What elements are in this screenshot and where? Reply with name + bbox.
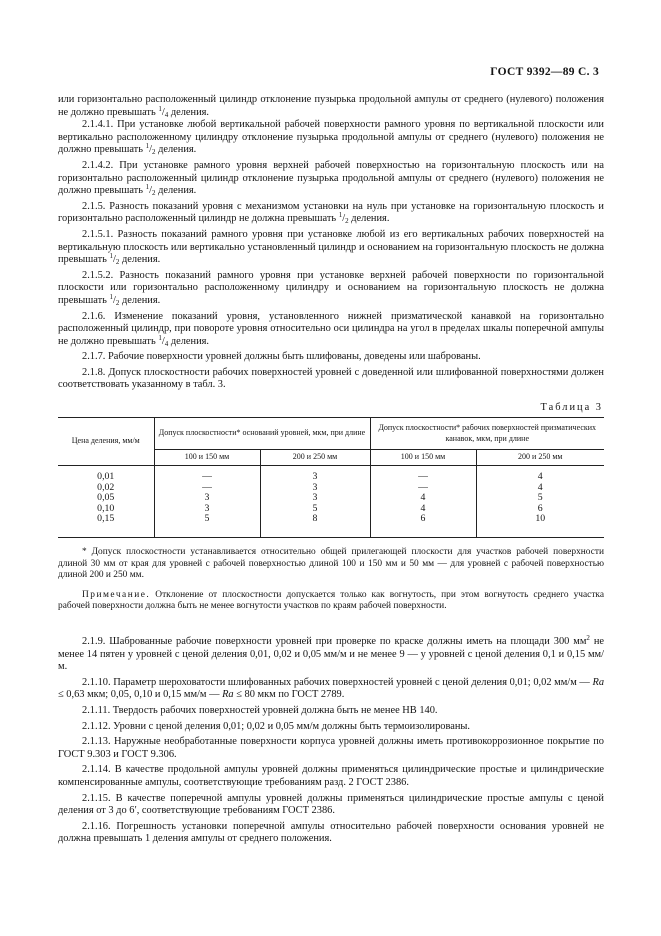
table-cell: 0,10	[58, 504, 154, 515]
paragraph-2-1-5-1: 2.1.5.1. Разность показаний рамного уровня при установке любой из его вертикальных рабочих поверхностей на вертикальную плоскость или вертикально установленный цилиндр и основанием на горизонтальную плоскость не должна превышать $^1/_2$ деления.	[58, 228, 604, 267]
fraction-quarter: $^1/_4$	[158, 104, 169, 119]
footnote-block	[58, 547, 604, 613]
paragraph-2-1-11: 2.1.11. Твердость рабочих поверхностей уровней должна быть не менее НВ 140.	[82, 704, 438, 716]
running-header: ГОСТ 9392—89 С. 3	[490, 66, 599, 78]
column-group-bases: Допуск плоскостности* оснований уровней, мкм, при длине	[154, 418, 370, 450]
table-cell: —	[154, 466, 260, 483]
fraction-half: $^1/_2$	[145, 183, 156, 198]
paragraph-2-1-4-1: 2.1.4.1. При установке любой вертикальной рабочей поверхности рамного уровня по вертикальной плоскости или вертикально расположенному цилиндру отклонение пузырька продольной ампулы от среднего (нулевого) положения не должно превышать $^1/_2$ деления.	[58, 119, 604, 157]
table-cell: 3	[260, 483, 370, 494]
table-cell: 3	[260, 466, 370, 483]
fraction-quarter: $^1/_4$	[158, 333, 169, 348]
fraction-half: $^1/_2$	[109, 252, 120, 267]
paragraph-2-1-9: 2.1.9. Шаброванные рабочие поверхности уровней при проверке по краске должны иметь на площади 300 $мм^2$ не менее 14 пятен у уровней с ценой деления 0,01, 0,02 и 0,05 мм/м и не менее 9 — у уровней с ценой деления 0,1 и 0,15 мм/м.	[58, 634, 604, 673]
table-cell: 0,02	[58, 483, 154, 494]
table-note: Примечание. Отклонение от плоскостности допускается только как вогнутость, при этом вогнутость среднего участка рабочей поверхности должна быть не менее вогнутости участков по краям рабочей поверхности.	[58, 589, 604, 612]
fraction-half: $^1/_2$	[109, 292, 120, 307]
column-header-length: 100 и 150 мм	[370, 450, 476, 466]
bottom-text-block	[58, 636, 604, 846]
table-cell: 4	[537, 481, 543, 493]
paragraph-2-1-4-2: 2.1.4.2. При установке рамного уровня верхней рабочей поверхностью на горизонтальную плоскость или на горизонтально расположенный цилиндр отклонение пузырька продольной ампулы от среднего (нулевого) положения не должно превышать $^1/_2$ деления.	[58, 159, 604, 198]
table-cell: 5	[537, 492, 543, 503]
table-title: Таблица 3	[540, 402, 603, 413]
paragraph-2-1-5: 2.1.5. Разность показаний уровня с механизмом установки на нуль при установке на горизонтальную плоскость и горизонтально расположенный цилиндр не должна превышать $^1/_2$ деления.	[58, 200, 604, 226]
table-cell: 0,01	[58, 466, 154, 483]
fraction-half: $^1/_2$	[145, 142, 156, 157]
top-text-block	[58, 94, 604, 392]
paragraph-2-1-8: 2.1.8. Допуск плоскостности рабочих поверхностей уровней с доведенной или шлифованной поверхностями должен соответствовать указанному в табл. 3.	[58, 366, 604, 391]
table-cell: 3	[154, 493, 260, 504]
table-cell: 8	[260, 514, 370, 537]
column-header-length: 100 и 150 мм	[154, 450, 260, 466]
table-row	[58, 466, 604, 483]
column-header-length: 200 и 250 мм	[476, 450, 604, 466]
table-row	[58, 483, 604, 494]
table-cell: 6	[537, 502, 543, 514]
table-cell: 5	[260, 504, 370, 515]
column-header-length: 200 и 250 мм	[260, 450, 370, 466]
paragraph-2-1-13: 2.1.13. Наружные необработанные поверхности корпуса уровней должны иметь противокоррозионное покрытие по ГОСТ 9.303 и ГОСТ 9.306.	[58, 736, 604, 760]
fraction-half: $^1/_2$	[338, 211, 349, 226]
paragraph-2-1-12: 2.1.12. Уровни с ценой деления 0,01; 0,02 и 0,05 мм/м должны быть термоизолированы.	[82, 720, 470, 732]
paragraph-2-1-5-2: 2.1.5.2. Разность показаний рамного уровня при установке верхней рабочей поверхности по горизонтальной плоскости или горизонтально расположенному цилиндру и основанием на горизонтальную плоскость не должна превышать $^1/_2$ деления.	[58, 269, 604, 307]
paragraph: или горизонтально расположенный цилиндр отклонение пузырька продольной ампулы от среднего (нулевого) положения не должно превышать $^1/_4$ деления.	[58, 94, 604, 119]
table-cell: —	[154, 483, 260, 494]
table-cell: 3	[260, 493, 370, 504]
table-cell: 0,05	[58, 493, 154, 504]
table-cell: 6	[370, 514, 476, 537]
table-footnote: * Допуск плоскостности устанавливается относительно общей прилегающей плоскости для участков рабочей поверхности длиной 30 мм от края для уровней с рабочей поверхностью длиной 100 и 150 мм и 50 мм — для уровней с рабочей поверхностью длиной 200 и 250 мм.	[58, 547, 604, 581]
table-row	[58, 493, 604, 504]
table-cell: —	[370, 466, 476, 483]
note-label: Примечание.	[82, 589, 151, 600]
paragraph-2-1-16: 2.1.16. Погрешность установки поперечной ампулы относительно рабочей поверхности основания уровней не должна превышать 1 деления ампулы от среднего положения.	[58, 820, 604, 845]
table-row	[58, 514, 604, 537]
table-cell: 4	[370, 504, 476, 515]
table-cell: 3	[154, 504, 260, 515]
paragraph-2-1-6: 2.1.6. Изменение показаний уровня, установленного нижней призматической канавкой на горизонтально расположенный цилиндр, при повороте уровня относительно оси цилиндра на угол в пределах шкалы поперечной ампулы не должно превышать $^1/_4$ деления.	[58, 310, 604, 348]
paragraph-2-1-7: 2.1.7. Рабочие поверхности уровней должны быть шлифованы, доведены или шаброваны.	[82, 351, 481, 363]
table-cell: 5	[154, 514, 260, 537]
paragraph-2-1-15: 2.1.15. В качестве поперечной ампулы уровней должны применяться цилиндрические простые ампулы с ценой деления от 3 до 6′, соответствующие требованиям ГОСТ 2386.	[58, 792, 604, 817]
table-cell: 4	[537, 471, 543, 482]
table-cell: 4	[370, 493, 476, 504]
column-header-division: Цена деления, мм/м	[58, 418, 154, 466]
paragraph-2-1-14: 2.1.14. В качестве продольной ампулы уровней должны применяться цилиндрические простые и цилиндрические компенсированные ампулы, соответствующие требованиям разд. 2 ГОСТ 2386.	[58, 764, 604, 788]
table-cell: 0,15	[58, 514, 154, 537]
column-group-grooves: Допуск плоскостности* рабочих поверхностей призматических канавок, мкм, при длине	[370, 418, 604, 450]
table-cell: —	[370, 483, 476, 494]
table-cell: 10	[476, 514, 604, 537]
table-row	[58, 504, 604, 515]
table-3	[58, 417, 604, 538]
paragraph-2-1-10: 2.1.10. Параметр шероховатости шлифованных рабочих поверхностей уровней с ценой деления 0,01; 0,02 мм/м — Ra ≤ 0,63 мкм; 0,05, 0,10 и 0,15 мм/м — Ra ≤ 80 мкм по ГОСТ 2789.	[58, 676, 605, 701]
